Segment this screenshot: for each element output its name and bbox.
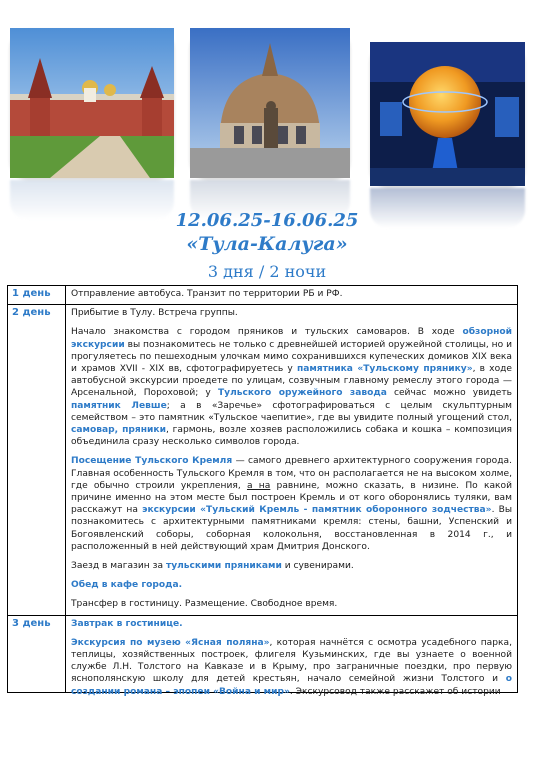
day3-museum: Экскурсия по музею «Ясная поляна», которая начнётся с осмотра усадебного парка, теплицы, хозяйственных построек, флигеля Кузьминских, где вы узнаете о военной службе Л.Н. Толстого на Кавказе и в Крыму, про заграничные поездки, про первую яснополянскую школу для детей крестьян, начало семейной жизни Толстого и о создании романа – эпопеи «Война и мир». Экскурсовод также расскажет об истории [71, 637, 512, 697]
day2-transfer: Трансфер в гостиницу. Размещение. Свободное время. [71, 599, 338, 610]
day2-arrival: Прибытие в Тулу. Встреча группы. [71, 308, 238, 319]
day2-shop: Заезд в магазин за тульскими пряниками и сувенирами. [71, 561, 354, 572]
tour-dates: 12.06.25-16.06.25 [175, 210, 359, 231]
day1-text: Отправление автобуса. Транзит по территории РБ и РФ. [71, 289, 343, 299]
photo-strip [0, 28, 534, 198]
day-label: 2 день [8, 305, 66, 615]
day-description [66, 305, 518, 615]
tour-route: «Тула-Калуга» [186, 233, 348, 255]
day3-breakfast: Завтрак в гостинице. [71, 618, 183, 629]
planetarium-photo [370, 42, 525, 186]
day-label: 1 день [8, 286, 66, 305]
kremlin-photo [10, 28, 174, 178]
day2-kremlin: Посещение Тульского Кремля — самого древнего архитектурного сооружения города. Главная особенность Тульского Кремля в том, что он располагается не на высоком холме, где обычно строили укрепления, а на равнине, можно сказать, в низине. По какой причине именно на этом месте был построен Кремль и от кого оборонялись туляки, вам расскажут на экскурсии «Тульский Кремль - памятник оборонного зодчества». Вы познакомитесь с архитектурными памятниками кремля: стены, башни, Успенский и Богоявленский соборы, соборная колокольня, восстановленная в 2014 г., и расположенный в ней действующий храм Дмитрия Донского. [71, 456, 513, 552]
day-description [66, 286, 518, 305]
itinerary-row-day2 [8, 305, 518, 615]
tour-duration: 3 дня / 2 ночи [207, 262, 327, 281]
tour-header [0, 210, 534, 284]
day2-city-tour: Начало знакомства с городом пряников и тульских самоваров. В ходе обзорной экскурсии вы познакомитесь не только с древнейшей историей оружейной столицы, но и прогуляетесь по пешеходным улочкам мимо сохранившихся купеческих домиков XIX века и храмов XVII - XIX вв, сфотографируетесь у памятника «Тульскому прянику», в ходе автобусной экскурсии проедете по улицам, созвучным главному ремеслу этого города — Арсенальной, Пороховой; у Тульского оружейного завода сейчас можно увидеть памятник Левше; а в «Заречье» сфотографироваться с целым скульптурным семейством – это памятник «Тульское чаепитие», где вы увидите полный угощений стол, самовар, пряники, гармонь, возле хозяев расположились собака и кошка – композиция объединила сразу несколько символов города. [71, 327, 513, 448]
weapons-museum-photo [190, 28, 350, 178]
itinerary-row-day1 [8, 286, 518, 305]
itinerary-table [7, 285, 518, 697]
day-label: 3 день [8, 615, 66, 692]
day2-lunch: Обед в кафе города. [71, 580, 183, 591]
itinerary-row-day3 [8, 615, 518, 692]
day-description [66, 615, 518, 697]
